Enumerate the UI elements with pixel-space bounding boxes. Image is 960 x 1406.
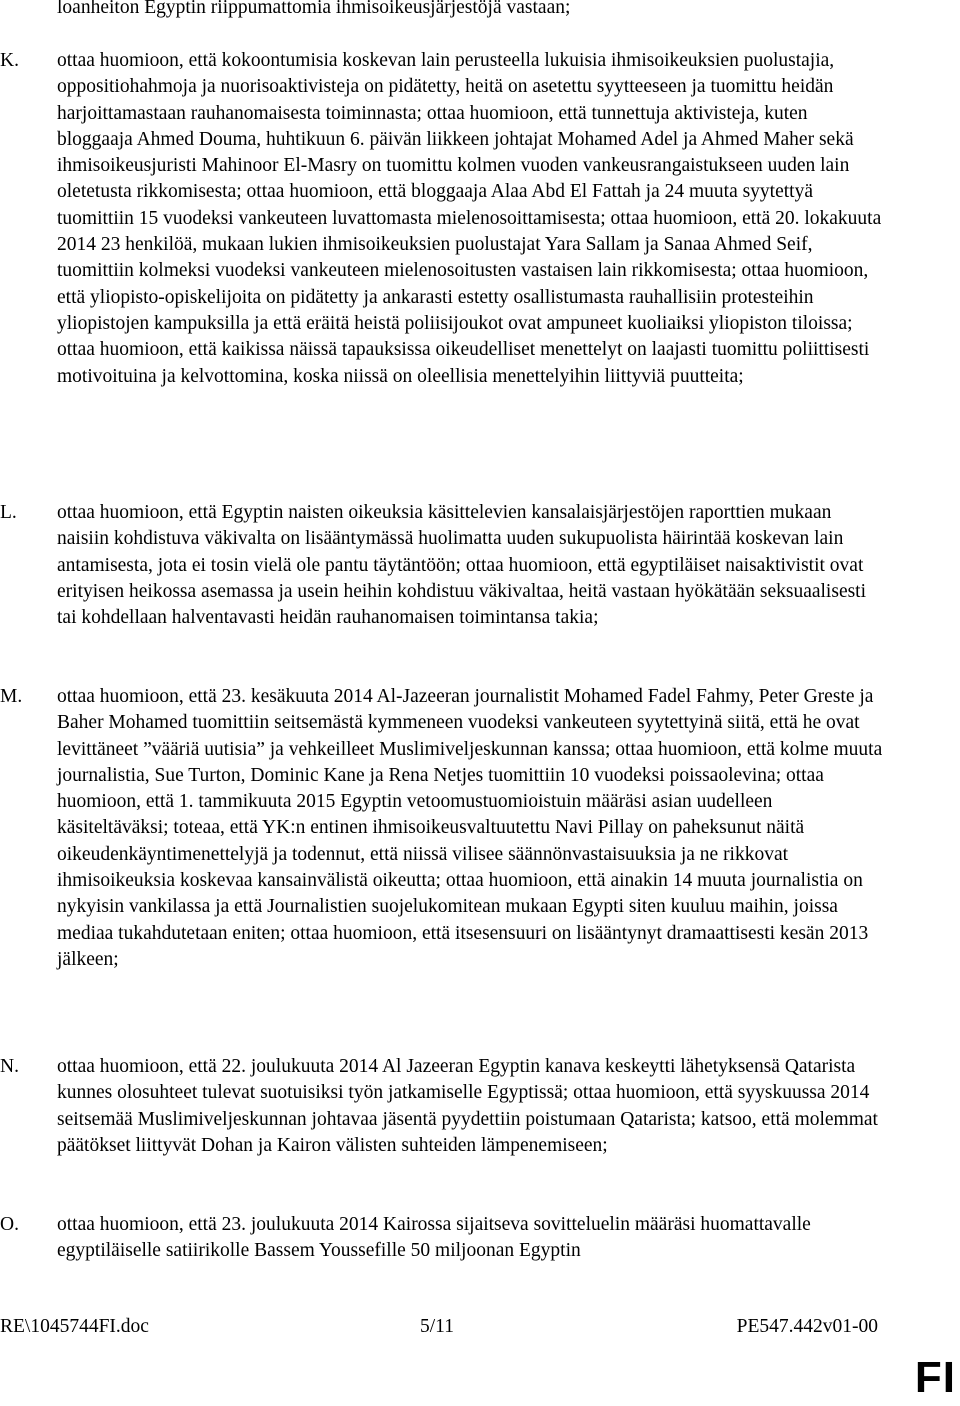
recital-letter: N. [0,1056,19,1077]
recital-text: ottaa huomioon, että 22. joulukuuta 2014 Al Jazeeran Egyptin kanava keskeytti lähetyksensä Qatarista kunnes olosuhteet tulevat suotuisiksi työn jatkamiselle Egyptissä; ottaa huomioon, että syyskuussa 2014 seitsemää Muslimiveljeskunnan johtavaa jäsentä pyydettiin poistumaan Qatarista; katsoo, että molemmat päätökset liittyvät Dohan ja Kairon välisten suhteiden lämpenemiseen; [57,1056,878,1156]
recital-text: ottaa huomioon, että 23. joulukuuta 2014 Kairossa sijaitseva sovitteluelin määräsi huomattavalle egyptiläiselle satiirikolle Bassem Youssefille 50 miljoonan Egyptin [57,1214,811,1262]
recital-text: ottaa huomioon, että kokoontumisia koskevan lain perusteella lukuisia ihmisoikeuksien puolustajia, oppositiohahmoja ja nuorisoaktivisteja on pidätetty, heitä on asetettu syytteeseen ja tuomittu heidän harjoittamastaan rauhanomaisesta toiminnasta; ottaa huomioon, että tunnettuja aktivisteja, kuten bloggaaja Ahmed Douma, huhtikuun 6. päivän liikkeen johtajat Mohamed Adel ja Ahmed Maher sekä ihmisoikeusjuristi Mahinoor El-Masry on tuomittu kolmen vuoden vankeusrangaistukseen uuden lain oletetusta rikkomisesta; ottaa huomioon, että bloggaaja Alaa Abd El Fattah ja 24 muuta syytettyä tuomittiin 15 vuodeksi vankeuteen luvattomasta mielenosoittamisesta; ottaa huomioon, että 20. lokakuuta 2014 23 henkilöä, mukaan lukien ihmisoikeuksien puolustajat Yara Sallam ja Sanaa Ahmed Seif, tuomittiin kolmeksi vuodeksi vankeuteen mielenosoitusten vastaisen lain rikkomisesta; ottaa huomioon, että yliopisto-opiskelijoita on pidätetty ja ankarasti estetty osallistumasta rauhallisiin protesteihin yliopistojen kampuksilla ja että eräitä heistä poliisijoukot ovat ampuneet kuoliaiksi yliopiston tiloissa; ottaa huomioon, että kaikissa näissä tapauksissa oikeudelliset menettelyt on laajasti tuomittu poliittisesti motivoituina ja kelvottomina, koska niissä on oleellisia menettelyihin liittyviä puutteita; [57,50,882,387]
page-footer [0,1314,960,1340]
recital-letter: M. [0,686,23,707]
recital-text: ottaa huomioon, että Egyptin naisten oikeuksia käsittelevien kansalaisjärjestöjen raporttien mukaan naisiin kohdistuva väkivalta on lisääntymässä huolimatta uuden sukupuolista häirintää koskevan lain antamisesta, jota ei tosin vielä ole pantu täytäntöön; ottaa huomioon, että egyptiläiset naisaktivistit ovat erityisen heikossa asemassa ja usein heihin kohdistuu väkivaltaa, heitä vastaan hyökätään seksuaalisesti tai kohdellaan halventavasti heidän rauhanomaisen toimintansa takia; [57,502,867,629]
footer-doc-ref: RE\1045744FI.doc [0,1316,149,1337]
recital-letter: O. [0,1214,19,1235]
recital-text: ottaa huomioon, että 23. kesäkuuta 2014 Al-Jazeeran journalistit Mohamed Fadel Fahmy, Peter Greste ja Baher Mohamed tuomittiin seitsemästä kymmeneen vuodeksi vankeuteen syytettyinä siitä, että he ovat levittäneet ”vääriä uutisia” ja vehkeilleet Muslimiveljeskunnan kanssa; ottaa huomioon, että kolme muuta journalistia, Sue Turton, Dominic Kane ja Rena Netjes tuomittiin 10 vuodeksi poissaolevina; ottaa huomioon, että 1. tammikuuta 2015 Egyptin vetoomustuomioistuin määräsi asian uudelleen käsiteltäväksi; toteaa, että YK:n entinen ihmisoikeusvaltuutettu Navi Pillay on paheksunut näitä oikeudenkäyntimenettelyjä ja todennut, että niissä vilisee säännönvastaisuuksia ja ne rikkovat ihmisoikeuksia koskevaa kansainvälistä oikeutta; ottaa huomioon, että ainakin 14 muuta journalistia on nykyisin vankilassa ja että Journalistien suojelukomitean mukaan Egypti siten kuuluu maihin, joissa mediaa tukahdutetaan eniten; ottaa huomioon, että itsesensuuri on lisääntynyt dramaattisesti kesän 2013 jälkeen; [57,686,883,970]
intro-line: loanheiton Egyptin riippumattomia ihmisoikeusjärjestöjä vastaan; [57,0,571,18]
footer-page-number: 5/11 [420,1316,454,1337]
footer-pe-ref: PE547.442v01-00 [736,1316,878,1337]
recital-letter: K. [0,50,19,71]
recital-letter: L. [0,502,17,523]
language-code: FI [914,1353,956,1402]
